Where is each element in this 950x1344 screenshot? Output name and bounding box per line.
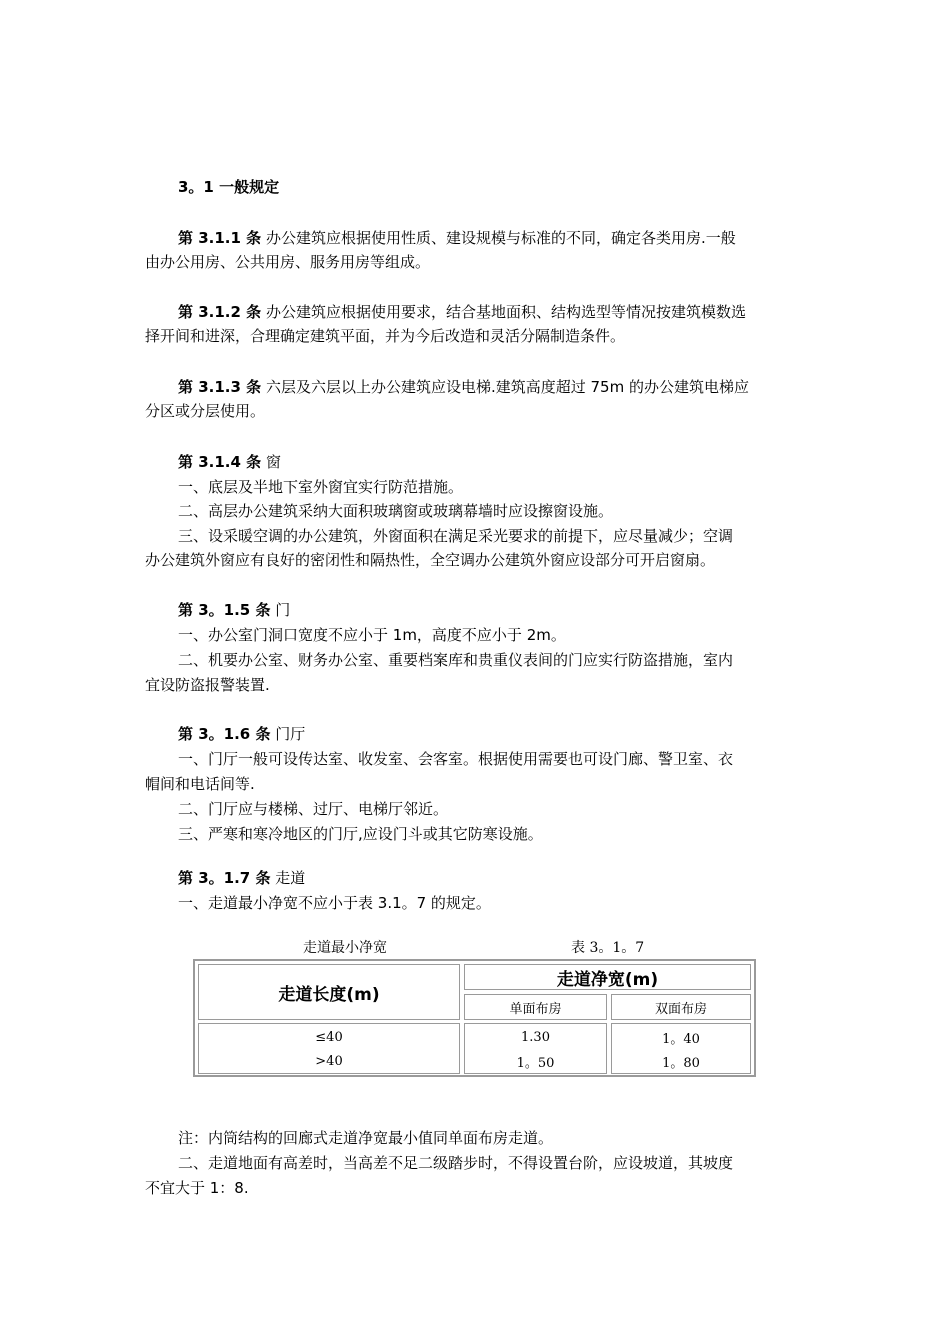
article-topic: 走道 (275, 869, 306, 887)
table-cell-double: 1。40 (662, 1031, 700, 1047)
article-number: 第 3.1.4 条 (178, 453, 262, 471)
table-cell-length: >40 (315, 1053, 343, 1069)
article-3-1-3-line-1 (178, 376, 749, 398)
table-cell-double: 1。80 (662, 1055, 700, 1071)
article-3-1-7-item-1: 一、走道最小净宽不应小于表 3.1。7 的规定。 (178, 894, 491, 912)
article-text: 六层及六层以上办公建筑应设电梯.建筑高度超过 75m 的办公建筑电梯应 (265, 378, 749, 396)
subheader-single-side: 单面布房 (464, 994, 607, 1020)
article-number: 第 3。1.5 条 (178, 601, 271, 619)
subheader-double-side: 双面布房 (611, 994, 751, 1020)
table-caption-number: 表 3。1。7 (571, 940, 645, 956)
article-3-1-4-heading (178, 451, 281, 473)
article-topic: 门厅 (275, 725, 306, 743)
header-corridor-width: 走道净宽(m) (464, 964, 751, 990)
article-topic: 窗 (265, 453, 281, 471)
article-number: 第 3。1.7 条 (178, 869, 271, 887)
article-3-1-5-item-2-cont: 宜设防盗报警装置. (145, 676, 270, 694)
table-cell-single: 1.30 (521, 1029, 550, 1045)
table-note: 注：内筒结构的回廊式走道净宽最小值同单面布房走道。 (178, 1129, 554, 1147)
section-title: 3。1 一般规定 (178, 178, 280, 196)
article-3-1-4-item-1: 一、底层及半地下室外窗宜实行防范措施。 (178, 478, 464, 496)
article-3-1-4-item-3-cont: 办公建筑外窗应有良好的密闭性和隔热性，全空调办公建筑外窗应设部分可开启窗扇。 (145, 551, 716, 569)
article-3-1-7-item-2-cont: 不宜大于 1：8. (145, 1179, 249, 1197)
article-3-1-2-line-2: 择开间和进深，合理确定建筑平面，并为今后改造和灵活分隔制造条件。 (145, 327, 626, 345)
article-3-1-4-item-3: 三、设采暖空调的办公建筑，外窗面积在满足采光要求的前提下，应尽量减少；空调 (178, 527, 734, 545)
article-number: 第 3。1.6 条 (178, 725, 271, 743)
article-3-1-2-line-1 (178, 301, 746, 323)
article-number: 第 3.1.2 条 (178, 303, 262, 321)
article-3-1-6-item-1-cont: 帽间和电话间等. (145, 775, 255, 793)
table-cell-single: 1。50 (516, 1055, 555, 1071)
table-caption-title: 走道最小净宽 (303, 940, 387, 956)
article-3-1-3-line-2: 分区或分层使用。 (145, 402, 266, 420)
corridor-width-table (193, 959, 756, 1077)
header-corridor-length: 走道长度(m) (198, 964, 460, 1020)
article-3-1-6-item-2: 二、门厅应与楼梯、过厅、电梯厅邻近。 (178, 800, 449, 818)
article-3-1-1-line-1 (178, 227, 736, 249)
article-3-1-6-item-3: 三、严寒和寒冷地区的门厅,应设门斗或其它防寒设施。 (178, 825, 543, 843)
article-number: 第 3.1.3 条 (178, 378, 262, 396)
article-text: 办公建筑应根据使用要求，结合基地面积、结构选型等情况按建筑模数选 (265, 303, 746, 321)
article-3-1-6-item-1: 一、门厅一般可设传达室、收发室、会客室。根据使用需要也可设门廊、警卫室、衣 (178, 750, 734, 768)
article-number: 第 3.1.1 条 (178, 229, 262, 247)
article-3-1-7-heading (178, 867, 305, 889)
article-text: 办公建筑应根据使用性质、建设规模与标准的不同，确定各类用房.一般 (265, 229, 736, 247)
article-topic: 门 (275, 601, 291, 619)
article-3-1-4-item-2: 二、高层办公建筑采纳大面积玻璃窗或玻璃幕墙时应设擦窗设施。 (178, 502, 614, 520)
table-cell-length: ≤40 (315, 1029, 343, 1045)
article-3-1-5-heading (178, 599, 290, 621)
article-3-1-5-item-1: 一、办公室门洞口宽度不应小于 1m，高度不应小于 2m。 (178, 626, 566, 644)
article-3-1-1-line-2: 由办公用房、公共用房、服务用房等组成。 (145, 253, 431, 271)
article-3-1-6-heading (178, 723, 305, 745)
article-3-1-5-item-2: 二、机要办公室、财务办公室、重要档案库和贵重仪表间的门应实行防盗措施，室内 (178, 651, 734, 669)
article-3-1-7-item-2: 二、走道地面有高差时，当高差不足二级踏步时，不得设置台阶，应设坡道，其坡度 (178, 1154, 734, 1172)
